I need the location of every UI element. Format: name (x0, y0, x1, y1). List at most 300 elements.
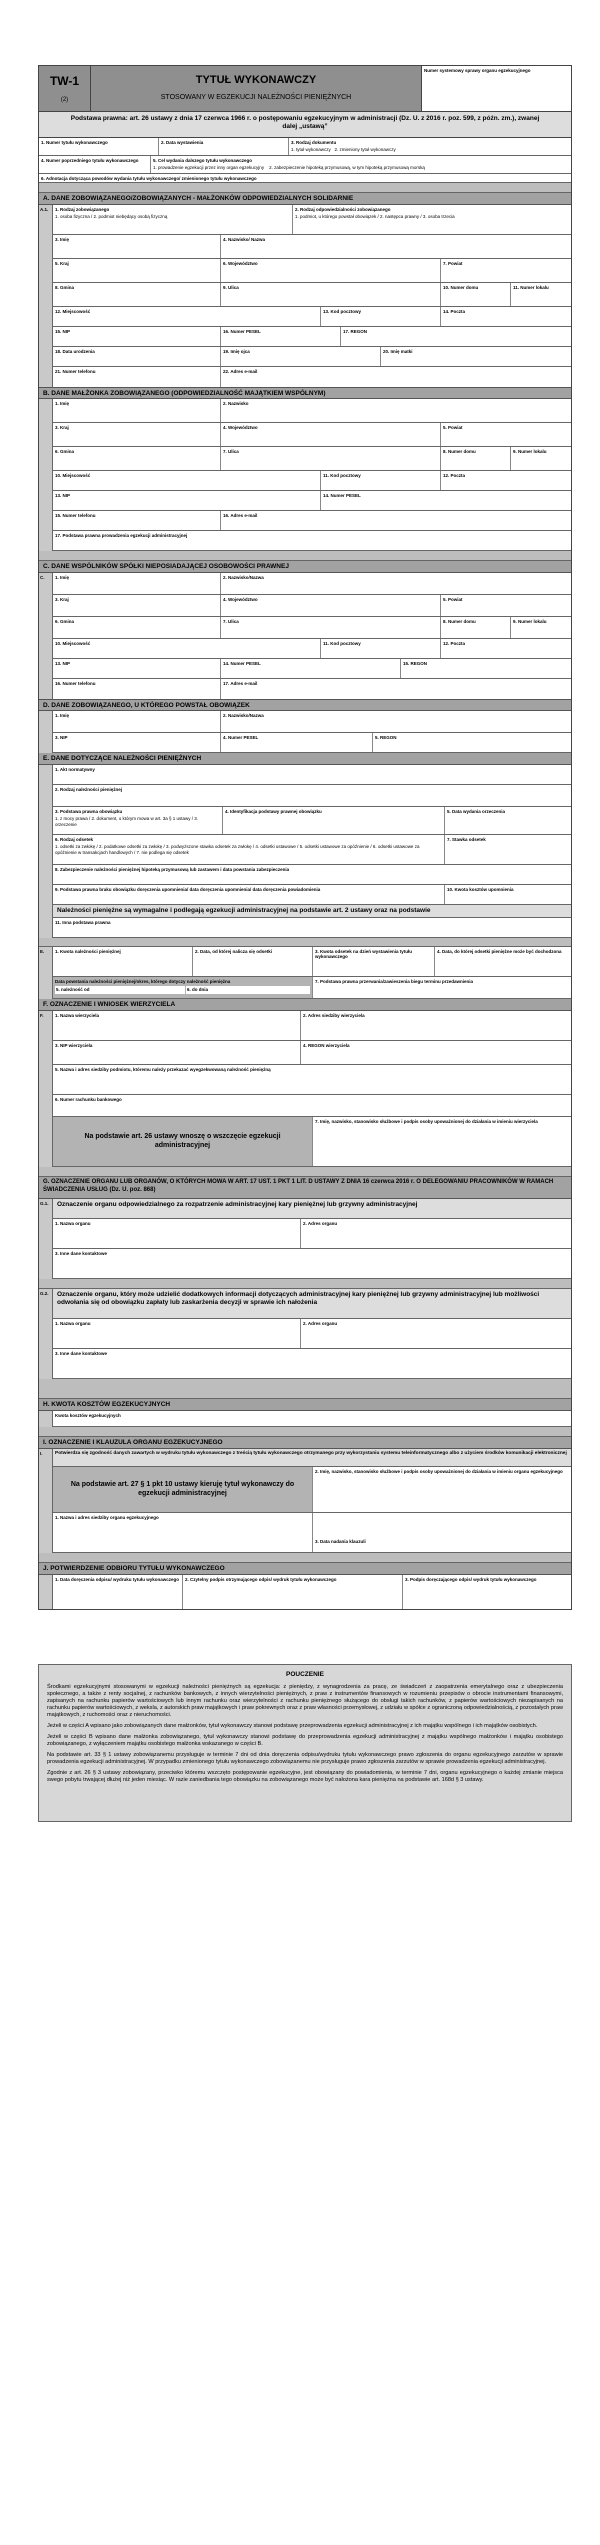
post-office-field[interactable] (441, 307, 571, 326)
phone-label: 21. Numer telefonu (55, 369, 96, 374)
partner-post-office-field[interactable] (441, 639, 571, 658)
section-f (39, 1011, 571, 1167)
bank-account-label: 6. Numer rachunku bankowego (55, 1097, 122, 1102)
spouse-apartment-number-field[interactable] (511, 447, 571, 470)
obligation-identification-field[interactable] (223, 807, 445, 834)
annotation-label: 6. Adnotacja dotycząca powodów wydania tytułu wykonawczego/ zmienionego tytułu wykonawczego (41, 176, 257, 181)
record-number-field[interactable] (421, 66, 571, 111)
c-row-4 (53, 639, 571, 659)
obligation-basis-options: 1. z mocy prawa / 2. dokument, o którym mowa w art. 3a § 1 ustawy / 3. orzeczenie (55, 816, 199, 827)
spacer (39, 183, 571, 193)
spouse-pesel-label: 14. Numer PESEL (323, 493, 361, 498)
creditor-regon-field[interactable] (301, 1041, 571, 1064)
commune-field[interactable] (53, 283, 221, 306)
father-name-label: 19. Imię ojca (223, 349, 250, 354)
document-type-field[interactable] (289, 138, 571, 155)
interest-rate-field[interactable] (445, 835, 571, 864)
origin-pesel-field[interactable] (221, 733, 373, 752)
period-to-field[interactable]: 6. do dnia (186, 986, 310, 993)
first-name-field[interactable] (53, 235, 221, 258)
origin-regon-field[interactable] (373, 733, 571, 752)
document-type-option-1[interactable]: 1. tytuł wykonawczy (291, 147, 331, 153)
a-row-6 (53, 327, 571, 347)
partner-city-label: 10. Miejscowość (55, 641, 91, 646)
section-b (39, 399, 571, 551)
city-field[interactable] (53, 307, 321, 326)
partner-postal-code-field[interactable] (321, 639, 441, 658)
origin-nip-label: 3. NIP (55, 735, 68, 740)
delivery-date-label: 1. Data doręczenia odpisu/ wydruku tytułu wykonawczego (55, 1577, 180, 1582)
obligation-identification-label: 4. Identyfikacja podstawy prawnej obowiązku (225, 809, 322, 814)
g1-authority-name-field[interactable] (53, 1219, 301, 1248)
e-row-4 (53, 835, 571, 865)
spouse-district-field[interactable] (441, 423, 571, 446)
c-row-2 (53, 595, 571, 617)
receivable-type-field[interactable] (53, 785, 571, 806)
b-row-4 (53, 471, 571, 491)
notice-paragraph-1: Środkami egzekucyjnymi stosowanymi w egzekucji należności pieniężnych są egzekucja: z pieniędzy, z wynagrodzenia za pracę, ze świadczeń z zaopatrzenia emerytalnego oraz z ubezpieczenia społecznego, a także z renty socjalnej, z rachunków bankowych, z innych wierzytelności pieniężnych, z praw z instrumentów finansowych w rozumieniu przepisów o obrocie instrumentami finansowymi, zapisanych na rachunku papierów wartościowych lub innym rachunku oraz wierzytelności z rachunku pieniężnego służącego do obsługi takich rachunków, z papierów wartościowych niezapisanych na rachunku papierów wartościowych, z weksla, z autorskich praw majątkowych i praw pokrewnych oraz z praw własności przemysłowej, z udziału w spółce z ograniczoną odpowiedzialnością, z pozostałych praw majątkowych, z ruchomości oraz z nieruchomości. (47, 1684, 563, 1718)
partner-regon-field[interactable] (401, 659, 571, 678)
liability-type-field[interactable] (293, 205, 571, 234)
reminder-cost-label: 10. Kwota kosztów upomnienia (447, 887, 514, 892)
partner-pesel-label: 14. Numer PESEL (223, 661, 261, 666)
title-number-field[interactable] (39, 138, 159, 155)
spacer (39, 1553, 571, 1563)
spouse-surname-field[interactable] (221, 399, 571, 422)
b-row-3 (53, 447, 571, 471)
officer-signature-field[interactable] (313, 1467, 571, 1512)
notice-paragraph-2: Jeżeli w części A wpisano jako zobowiązanych dane małżonków, tytuł wykonawczy stanowi podstawę przeprowadzenia egzekucji administracyjnej z ich majątku wspólnego i ich majątków osobistych. (47, 1722, 538, 1729)
partner-post-office-label: 12. Poczta (443, 641, 466, 646)
document-type-label: 3. Rodzaj dokumentu (291, 140, 337, 145)
f-row-5 (53, 1117, 571, 1167)
district-field[interactable] (441, 259, 571, 282)
partner-nip-label: 13. NIP (55, 661, 71, 666)
g1-heading: Oznaczenie organu odpowiedzialnego za rozpatrzenie administracyjnej kary pieniężnej lub grzywny administracyjnej (53, 1199, 571, 1219)
origin-pesel-label: 4. Numer PESEL (223, 735, 259, 740)
reminder-cost-field[interactable] (445, 885, 571, 904)
obligation-basis-field[interactable] (53, 807, 223, 834)
g1-contact-label: 3. Inne dane kontaktowe (55, 1251, 108, 1256)
transfer-entity-label: 5. Nazwa i adres siedziby podmiotu, któremu należy przekazać wyegzekwowaną należność pieniężną (55, 1067, 271, 1072)
spacer (39, 938, 571, 947)
i-row-2 (53, 1513, 571, 1553)
g1-row-2 (53, 1249, 571, 1279)
regon-label: 17. REGON (343, 329, 368, 334)
a-row-1 (53, 205, 571, 235)
previous-title-number-field[interactable] (39, 156, 151, 173)
street-label: 9. Ulica (223, 285, 239, 290)
ruling-date-field[interactable] (445, 807, 571, 834)
g2-contact-label: 3. Inne dane kontaktowe (55, 1351, 108, 1356)
section-g2 (39, 1289, 571, 1379)
notice-title: POUCZENIE (286, 1671, 324, 1678)
amount-label: 1. Kwota należności pieniężnej (55, 949, 121, 954)
spouse-house-number-field[interactable] (441, 447, 511, 470)
partner-first-name-field[interactable] (53, 573, 221, 594)
title-number-label: 1. Numer tytułu wykonawczego (41, 140, 108, 145)
a-row-3 (53, 259, 571, 283)
section-e-body (53, 765, 571, 938)
section-i-side-label: I. (39, 1449, 53, 1553)
purpose-option-1[interactable]: 1. prowadzenie egzekucji przez inny organ egzekucyjny (153, 165, 265, 171)
j-row-1 (53, 1575, 571, 1609)
email-label: 22. Adres e-mail (223, 369, 258, 374)
b-row-2 (53, 423, 571, 447)
spouse-surname-label: 2. Nazwisko (223, 401, 249, 406)
spouse-legal-basis-field[interactable] (53, 531, 571, 550)
apartment-number-field[interactable] (511, 283, 571, 306)
mother-name-field[interactable] (381, 347, 571, 366)
post-office-label: 14. Poczta (443, 309, 466, 314)
g1-authority-name-label: 1. Nazwa organu (55, 1221, 91, 1226)
amount-field[interactable] (53, 947, 193, 976)
house-number-field[interactable] (441, 283, 511, 306)
officer-signature-label: 2. Imię, nazwisko, stanowisko służbowe i podpis osoby upoważnionej do działania w imieniu organu egzekucyjnego (315, 1469, 563, 1474)
interest-end-date-label: 4. Data, do której odsetki pieniężne może być dochodzona (437, 949, 562, 954)
section-g2-body (53, 1289, 571, 1379)
c-row-1 (53, 573, 571, 595)
issue-date-field[interactable] (159, 138, 289, 155)
partner-city-field[interactable] (53, 639, 321, 658)
spouse-first-name-label: 1. Imię (55, 401, 70, 406)
creditor-signature-label: 7. Imię, nazwisko, stanowisko służbowe i podpis osoby upoważnionej do działania w imieniu wierzyciela (315, 1119, 538, 1124)
interest-type-label: 6. Rodzaj odsetek (55, 837, 94, 842)
partner-voivodeship-label: 4. Województwo (223, 597, 258, 602)
email-field[interactable] (221, 367, 571, 387)
father-name-field[interactable] (221, 347, 381, 366)
g2-row-2 (53, 1349, 571, 1379)
partner-street-field[interactable] (221, 617, 441, 638)
receivable-type-label: 2. Rodzaj należności pieniężnej (55, 787, 123, 792)
creditor-nip-label: 3. NIP wierzyciela (55, 1043, 93, 1048)
origin-name-label: 2. Nazwisko/Nazwa (223, 713, 264, 718)
section-a (39, 205, 571, 387)
section-h-heading: H. KWOTA KOSZTÓW EGZEKUCYJNYCH (39, 1399, 571, 1411)
spouse-post-office-label: 12. Poczta (443, 473, 466, 478)
section-h (39, 1411, 571, 1427)
a-row-8 (53, 367, 571, 387)
f-row-3 (53, 1065, 571, 1095)
pesel-field[interactable] (221, 327, 341, 346)
spouse-legal-basis-label: 17. Podstawa prawna prowadzenia egzekucji administracyjnej (55, 533, 188, 538)
section-g1-side-label: G.1. (39, 1199, 53, 1279)
enforcement-costs-field[interactable] (53, 1411, 571, 1426)
creditor-address-label: 2. Adres siedziby wierzyciela (303, 1013, 365, 1018)
spacer (39, 1427, 571, 1437)
birth-date-label: 18. Data urodzenia (55, 349, 95, 354)
spouse-pesel-field[interactable] (321, 491, 571, 510)
d-row-2 (53, 733, 571, 753)
origin-first-name-field[interactable] (53, 711, 221, 732)
notice-paragraph-4: Na podstawie art. 33 § 1 ustawy zobowiązanemu przysługuje w terminie 7 dni od dnia doręczenia odpisu/wydruku tytułu wykonawczego prawo zgłoszenia do organu egzekucyjnego zarzutów w sprawie prowadzenia egzekucji administracyjnej. W przypadku zmienionego tytułu wykonawczego zobowiązanemu nie przysługuje prawo zgłoszenia zarzutów w sprawie prowadzenia egzekucji administracyjnej. (47, 1751, 563, 1765)
origin-nip-field[interactable] (53, 733, 221, 752)
limitation-basis-label: 7. Podstawa prawna przerwania/zawieszenia biegu terminu przedawnienia (315, 979, 474, 984)
enforcement-authority-label: 1. Nazwa i adres siedziby organu egzekucyjnego (55, 1515, 159, 1520)
origin-name-field[interactable] (221, 711, 571, 732)
legal-basis: Podstawa prawna: art. 26 ustawy z dnia 17 czerwca 1966 r. o postępowaniu egzekucyjnym w administracji (Dz. U. z 2016 r. poz. 599, z późn. zm.), zwanej dalej „ustawą” (39, 112, 571, 138)
partner-pesel-field[interactable] (221, 659, 401, 678)
birth-date-field[interactable] (53, 347, 221, 366)
record-number-label: Numer systemowy sprawy organu egzekucyjnego (424, 68, 531, 73)
further-title-purpose-field[interactable] (151, 156, 571, 173)
section-h-body (53, 1411, 571, 1427)
bank-account-field[interactable] (53, 1095, 571, 1116)
general-row-3 (39, 174, 571, 183)
b-row-5 (53, 491, 571, 511)
recipient-signature-field[interactable] (183, 1575, 403, 1609)
security-label: 8. Zabezpieczenie należności pieniężnej hipoteką przymusową lub zastawem i data powstania zabezpieczenia (55, 867, 290, 872)
g2-authority-address-label: 2. Adres organu (303, 1321, 338, 1326)
partner-district-field[interactable] (441, 595, 571, 616)
partner-house-number-field[interactable] (441, 617, 511, 638)
partner-phone-field[interactable] (53, 679, 221, 699)
country-label: 5. Kraj (55, 261, 69, 266)
section-e-amounts-body (53, 947, 571, 999)
partner-voivodeship-field[interactable] (221, 595, 441, 616)
creditor-name-field[interactable] (53, 1011, 301, 1040)
partner-email-field[interactable] (221, 679, 571, 699)
g1-authority-address-field[interactable] (301, 1219, 571, 1248)
c-row-5 (53, 659, 571, 679)
b-row-1 (53, 399, 571, 423)
e-row-3 (53, 807, 571, 835)
creditor-nip-field[interactable] (53, 1041, 301, 1064)
g2-authority-address-field[interactable] (301, 1319, 571, 1348)
liability-type-label: 2. Rodzaj odpowiedzialności zobowiązanego (295, 207, 391, 212)
deliverer-signature-label: 3. Podpis doręczającego odpis/ wydruk tytułu wykonawczego (405, 1577, 537, 1582)
h-row-1 (53, 1411, 571, 1427)
partner-name-field[interactable] (221, 573, 571, 594)
issue-date-label: 2. Data wystawienia (161, 140, 204, 145)
section-a-heading: A. DANE ZOBOWIĄZANEGO/ZOBOWIĄZANYCH - MAŁŻONKÓW ODPOWIEDZIALNYCH SOLIDARNIE (39, 193, 571, 205)
street-field[interactable] (221, 283, 441, 306)
spouse-city-field[interactable] (53, 471, 321, 490)
spouse-postal-code-label: 11. Kod pocztowy (323, 473, 361, 478)
other-legal-basis-label: 11. Inna podstawa prawna (55, 920, 111, 925)
partner-phone-label: 16. Numer telefonu (55, 681, 96, 686)
normative-act-field[interactable] (53, 765, 571, 784)
spouse-phone-label: 15. Numer telefonu (55, 513, 96, 518)
partner-commune-field[interactable] (53, 617, 221, 638)
partner-apartment-number-label: 9. Numer lokalu (513, 619, 547, 624)
spouse-post-office-field[interactable] (441, 471, 571, 490)
ruling-date-label: 5. Data wydania orzeczenia (447, 809, 506, 814)
deliverer-signature-field[interactable] (403, 1575, 571, 1609)
e-row-8 (53, 947, 571, 977)
g2-authority-name-label: 1. Nazwa organu (55, 1321, 91, 1326)
postal-code-label: 13. Kod pocztowy (323, 309, 362, 314)
c-row-6 (53, 679, 571, 699)
notice-paragraph-3: Jeżeli w części B wpisano dane małżonka zobowiązanego, tytuł wykonawczy stanowi podstawę do przeprowadzenia egzekucji administracyjnej z majątku wspólnego małżonków i majątku osobistego zobowiązanego, z wyłączeniem majątku osobistego małżonka wskazanego w części B. (47, 1733, 563, 1747)
purpose-option-2[interactable]: 2. zabezpieczenie hipoteką przymusową, w tym hipoteką przymusową morską (269, 165, 425, 171)
spouse-apartment-number-label: 9. Numer lokalu (513, 449, 547, 454)
spouse-street-field[interactable] (221, 447, 441, 470)
spouse-voivodeship-field[interactable] (221, 423, 441, 446)
i-row-1 (53, 1467, 571, 1513)
section-d-side (39, 711, 53, 753)
obligor-type-field[interactable] (53, 205, 293, 234)
spouse-nip-field[interactable] (53, 491, 321, 510)
partner-apartment-number-field[interactable] (511, 617, 571, 638)
transfer-entity-field[interactable] (53, 1065, 571, 1094)
partner-email-label: 17. Adres e-mail (223, 681, 258, 686)
surname-label: 4. Nazwisko/ Nazwa (223, 237, 266, 242)
reminder-basis-label: 9. Podstawa prawna braku obowiązku doręczenia upomnienia/ data doręczenia upomnienia/ data doręczenia powiadomienia (55, 887, 321, 892)
section-e-amounts (39, 947, 571, 999)
section-c-body (53, 573, 571, 699)
partner-country-field[interactable] (53, 595, 221, 616)
receivable-period-group (53, 977, 313, 998)
section-h-side (39, 1411, 53, 1427)
nip-field[interactable] (53, 327, 221, 346)
section-g2-side-label: G.2. (39, 1289, 53, 1379)
section-i (39, 1449, 571, 1553)
a-row-7 (53, 347, 571, 367)
spacer (39, 1379, 571, 1399)
general-row-2 (39, 156, 571, 174)
section-d-heading: D. DANE ZOBOWIĄZANEGO, U KTÓREGO POWSTAŁ OBOWIĄZEK (39, 699, 571, 711)
interest-amount-label: 3. Kwota odsetek na dzień wystawienia tytułu wykonawczego (315, 949, 413, 960)
i-statement-row (53, 1449, 571, 1467)
spouse-district-label: 5. Powiat (443, 425, 463, 430)
reminder-basis-field[interactable] (53, 885, 445, 904)
section-i-heading: I. OZNACZENIE I KLAUZULA ORGANU EGZEKUCYJNEGO (39, 1437, 571, 1449)
form-code (39, 66, 91, 111)
partner-commune-label: 6. Gmina (55, 619, 75, 624)
e-row-9 (53, 977, 571, 999)
section-g1-body (53, 1199, 571, 1279)
partner-street-label: 7. Ulica (223, 619, 239, 624)
section-e-side (39, 765, 53, 938)
form-header (39, 66, 571, 112)
annotation-field[interactable] (39, 174, 571, 182)
form-version: (2) (60, 97, 69, 103)
section-j-heading: J. POTWIERDZENIE ODBIORU TYTUŁU WYKONAWCZEGO (39, 1563, 571, 1575)
period-from-field[interactable]: 5. należność od (55, 986, 185, 993)
spouse-country-field[interactable] (53, 423, 221, 446)
partner-first-name-label: 1. Imię (55, 575, 70, 580)
obligor-type-options: 1. osoba fizyczna / 2. podmiot niebędący osobą fizyczną (55, 214, 168, 220)
enforceability-statement: Należności pieniężne są wymagalne i podlegają egzekucji administracyjnej na podstawie art. 2 ustawy oraz na podstawie (53, 905, 571, 918)
first-name-label: 3. Imię (55, 237, 70, 242)
interest-type-field[interactable] (53, 835, 445, 864)
spouse-phone-field[interactable] (53, 511, 221, 530)
section-b-body (53, 399, 571, 551)
voivodeship-field[interactable] (221, 259, 441, 282)
section-g-heading: G. OZNACZENIE ORGANU LUB ORGANÓW, O KTÓRYCH MOWA W ART. 17 UST. 1 PKT 1 LIT. D USTAWY Z DNIA 16 czerwca 2016 r. O DELEGOWANIU PRACOWNIKÓW W RAMACH ŚWIADCZENIA USŁUG (Dz. U. poz. 868) (39, 1177, 571, 1199)
g2-contact-field[interactable] (53, 1349, 571, 1378)
creditor-name-label: 1. Nazwa wierzyciela (55, 1013, 100, 1018)
section-a-side-label: A.1. (39, 205, 53, 387)
section-f-heading: F. OZNACZENIE I WNIOSEK WIERZYCIELA (39, 999, 571, 1011)
section-d (39, 711, 571, 753)
partner-house-number-label: 8. Numer domu (443, 619, 476, 624)
e-row-6 (53, 885, 571, 905)
partner-district-label: 5. Powiat (443, 597, 463, 602)
phone-field[interactable] (53, 367, 221, 387)
spouse-postal-code-field[interactable] (321, 471, 441, 490)
spouse-first-name-field[interactable] (53, 399, 221, 422)
form-code-label: TW-1 (49, 74, 80, 88)
spouse-commune-label: 6. Gmina (55, 449, 75, 454)
postal-code-field[interactable] (321, 307, 441, 326)
section-b-heading: B. DANE MAŁŻONKA ZOBOWIĄZANEGO (ODPOWIEDZIALNOŚĆ MAJĄTKIEM WSPÓLNYM) (39, 387, 571, 399)
pesel-label: 16. Numer PESEL (223, 329, 261, 334)
enforcement-clause: Na podstawie art. 27 § 1 pkt 10 ustawy kieruję tytuł wykonawczy do egzekucji administracyjnej (53, 1467, 313, 1512)
spouse-voivodeship-label: 4. Województwo (223, 425, 258, 430)
interest-start-date-label: 2. Data, od której nalicza się odsetki (195, 949, 273, 954)
spouse-email-field[interactable] (221, 511, 571, 530)
partner-nip-field[interactable] (53, 659, 221, 678)
interest-rate-label: 7. Stawka odsetek (447, 837, 486, 842)
partner-regon-label: 15. REGON (403, 661, 428, 666)
spouse-house-number-label: 8. Numer domu (443, 449, 476, 454)
origin-first-name-label: 1. Imię (55, 713, 70, 718)
district-label: 7. Powiat (443, 261, 463, 266)
recipient-signature-label: 2. Czytelny podpis otrzymującego odpis/ wydruk tytułu wykonawczego (185, 1577, 337, 1582)
regon-field[interactable] (341, 327, 571, 346)
section-j-body (53, 1575, 571, 1609)
section-c-heading: C. DANE WSPÓLNIKÓW SPÓŁKI NIEPOSIADAJĄCEJ OSOBOWOŚCI PRAWNEJ (39, 561, 571, 573)
country-field[interactable] (53, 259, 221, 282)
spouse-commune-field[interactable] (53, 447, 221, 470)
previous-title-number-label: 4. Numer poprzedniego tytułu wykonawczego (41, 158, 139, 163)
interest-start-date-field[interactable] (193, 947, 313, 976)
partner-name-label: 2. Nazwisko/Nazwa (223, 575, 264, 580)
liability-type-options: 1. podmiot, u którego powstał obowiązek / 2. następca prawny / 3. osoba trzecia (295, 214, 455, 220)
creditor-address-field[interactable] (301, 1011, 571, 1040)
commune-label: 8. Gmina (55, 285, 75, 290)
interest-end-date-field[interactable] (435, 947, 571, 976)
section-b-side (39, 399, 53, 551)
f-row-4 (53, 1095, 571, 1117)
delivery-date-field[interactable] (53, 1575, 183, 1609)
section-i-body (53, 1449, 571, 1553)
section-e (39, 765, 571, 938)
further-title-purpose-label: 5. Cel wydania dalszego tytułu wykonawczego (153, 158, 253, 163)
limitation-basis-field[interactable] (313, 977, 571, 998)
house-number-label: 10. Numer domu (443, 285, 479, 290)
spacer (39, 1279, 571, 1289)
creditor-signature-field[interactable] (313, 1117, 571, 1166)
enforcement-title-form (38, 65, 572, 1610)
normative-act-label: 1. Akt normatywny (55, 767, 95, 772)
apartment-number-label: 11. Numer lokalu (513, 285, 549, 290)
security-field[interactable] (53, 865, 571, 884)
e-row-5 (53, 865, 571, 885)
g2-heading: Oznaczenie organu, który może udzielić dodatkowych informacji dotyczących administracyjnej kary pieniężnej lub grzywny administracyjnej lub możliwości odwołania się od obowiązku zapłaty lub zaskarżenia decyzji w sprawie ich nałożenia (53, 1289, 571, 1319)
other-legal-basis-field[interactable] (53, 918, 571, 937)
b-row-7 (53, 531, 571, 551)
g1-row-1 (53, 1219, 571, 1249)
spouse-email-label: 16. Adres e-mail (223, 513, 258, 518)
g1-contact-field[interactable] (53, 1249, 571, 1278)
g1-authority-address-label: 2. Adres organu (303, 1221, 338, 1226)
clause-date-field[interactable] (313, 1513, 571, 1552)
g2-authority-name-field[interactable] (53, 1319, 301, 1348)
enforcement-authority-field[interactable] (53, 1513, 313, 1552)
interest-type-options: 1. odsetki za zwłokę / 2. podatkowe odsetki za zwłokę / 3. podwyższone stawka odsetek za zwłokę / 4. odsetki ustawowe / 5. odsetki ustawowe za opóźnienie / 6. odsetki ustawowe za opóźnienie w transakcjach handlowych / 7. nie podlega się odsetek (55, 844, 420, 855)
mother-name-label: 20. Imię matki (383, 349, 413, 354)
document-type-option-2[interactable]: 2. zmieniony tytuł wykonawczy (334, 147, 396, 153)
voivodeship-label: 6. Województwo (223, 261, 258, 266)
interest-amount-field[interactable] (313, 947, 435, 976)
obligation-basis-label: 3. Podstawa prawna obowiązku (55, 809, 123, 814)
a-row-2 (53, 235, 571, 259)
section-d-body (53, 711, 571, 753)
surname-field[interactable] (221, 235, 571, 258)
